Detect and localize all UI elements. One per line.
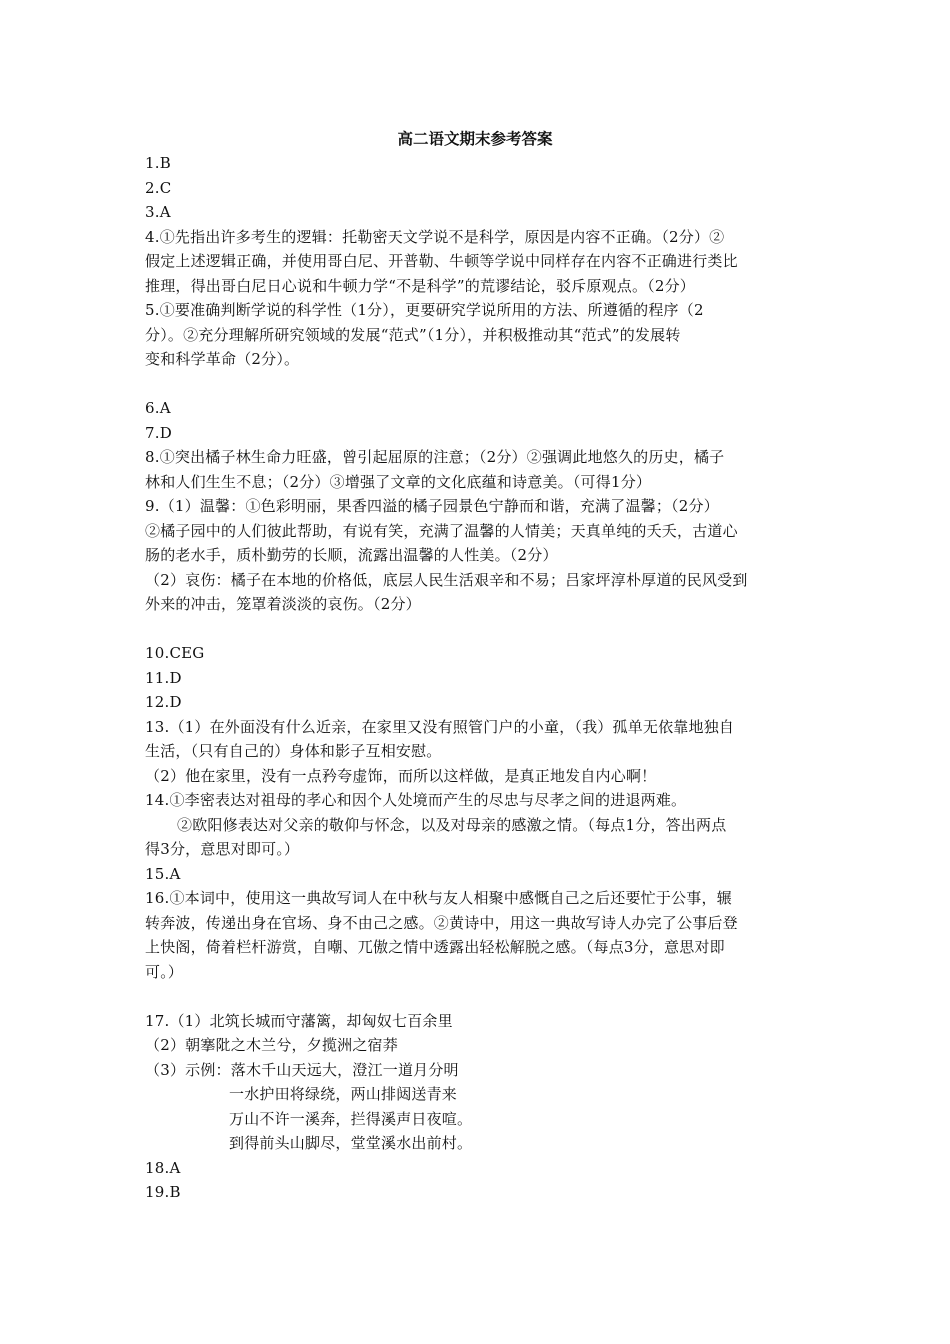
answer-line: 13.（1）在外面没有什么近亲，在家里又没有照管门户的小童，（我）孤单无依靠地独自 — [145, 717, 735, 736]
answer-line: ②欧阳修表达对父亲的敬仰与怀念，以及对母亲的感激之情。（每点1分，答出两点 — [177, 815, 727, 834]
answer-line: 12.D — [145, 693, 182, 711]
blank-line — [145, 372, 813, 397]
answer-line: 8.①突出橘子林生命力旺盛，曾引起屈原的注意；（2分）②强调此地悠久的历史，橘子 — [145, 448, 725, 466]
answer-line: 1.B — [145, 154, 171, 172]
answer-line: 林和人们生生不息；（2分）③增强了文章的文化底蕴和诗意美。（可得1分） — [145, 472, 652, 491]
answer-line: 16.①本词中，使用这一典故写词人在中秋与友人相聚中感慨自己之后还要忙于公事，辗 — [145, 889, 732, 907]
answer-line: 2.C — [145, 178, 172, 197]
answer-line: 转奔波，传递出身在官场、身不由己之感。②黄诗中，用这一典故写诗人办完了公事后登 — [145, 913, 738, 932]
answer-line: 9.（1）温馨：①色彩明丽，果香四溢的橘子园景色宁静而和谐，充满了温馨；（2分） — [145, 497, 719, 515]
answer-line: ②橘子园中的人们彼此帮助，有说有笑，充满了温馨的人情美；天真单纯的夭夭，古道心 — [145, 521, 738, 540]
answer-line: 生活，（只有自己的）身体和影子互相安慰。 — [145, 742, 442, 760]
answer-line: 4.①先指出许多考生的逻辑：托勒密天文学说不是科学，原因是内容不正确。（2分）② — [145, 227, 725, 246]
page-title: 高二语文期末参考答案 — [397, 129, 553, 148]
answer-line: 一水护田将绿绕，两山排闼送青来 — [229, 1085, 458, 1103]
answer-line: 外来的冲击，笼罩着淡淡的哀伤。（2分） — [145, 595, 421, 613]
blank-line — [145, 617, 813, 642]
answer-line: 上快阁，倚着栏杆游赏，自嘲、兀傲之情中透露出轻松解脱之感。（每点3分，意思对即 — [145, 938, 725, 956]
answer-line: 3.A — [145, 203, 171, 221]
answer-line: 5.①要准确判断学说的科学性（1分），更要研究学说所用的方法、所遵循的程序（2 — [145, 301, 704, 319]
answer-line: 15.A — [145, 864, 181, 883]
answer-line: 到得前头山脚尽，堂堂溪水出前村。 — [229, 1134, 473, 1152]
answer-line: 11.D — [145, 668, 182, 687]
answer-line: 10.CEG — [145, 644, 205, 662]
answer-line: （2）朝搴阰之木兰兮，夕揽洲之宿莽 — [145, 1036, 398, 1054]
answer-line: 7.D — [145, 423, 172, 442]
blank-line — [145, 984, 813, 1009]
answer-line: 肠的老水手，质朴勤劳的长顺，流露出温馨的人性美。（2分） — [145, 546, 558, 564]
answer-line: 变和科学革命（2分）。 — [145, 350, 300, 368]
answer-line: 可。） — [145, 962, 184, 981]
answer-line: 分）。②充分理解所研究领域的发展“范式”（1分），并积极推动其“范式”的发展转 — [145, 325, 681, 344]
answer-line: 假定上述逻辑正确，并使用哥白尼、开普勒、牛顿等学说中同样存在内容不正确进行类比 — [145, 252, 738, 270]
answer-line: （2）哀伤：橘子在本地的价格低，底层人民生活艰辛和不易；吕家坪淳朴厚道的民风受到 — [145, 570, 748, 589]
answer-line: （2）他在家里，没有一点矜夸虚饰，而所以这样做，是真正地发自内心啊！ — [145, 766, 657, 785]
answer-line: 6.A — [145, 399, 171, 417]
answer-line: 推理，得出哥白尼日心说和牛顿力学“不是科学”的荒谬结论，驳斥原观点。（2分） — [145, 276, 695, 295]
answer-line: 18.A — [145, 1158, 181, 1177]
answer-line: 万山不许一溪奔，拦得溪声日夜喧。 — [229, 1109, 473, 1128]
answer-line: （3）示例：落木千山天远大，澄江一道月分明 — [145, 1060, 459, 1079]
answer-line: 14.①李密表达对祖母的孝心和因个人处境而产生的尽忠与尽孝之间的进退两难。 — [145, 791, 687, 809]
answer-list — [145, 151, 813, 1205]
answer-line: 得3分，意思对即可。） — [145, 840, 300, 858]
answer-line: 19.B — [145, 1183, 181, 1201]
answer-line: 17.（1）北筑长城而守藩篱，却匈奴七百余里 — [145, 1011, 453, 1030]
